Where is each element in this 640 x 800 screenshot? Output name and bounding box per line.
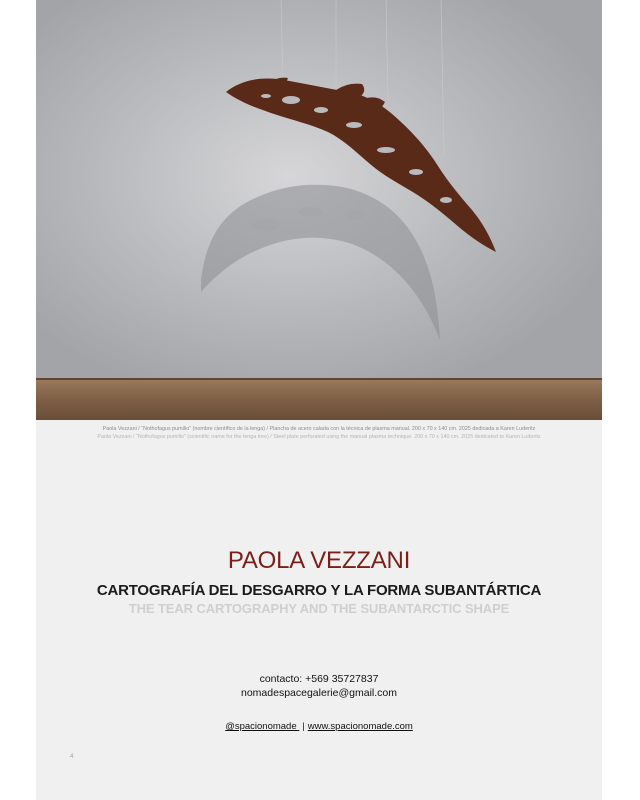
sculpture-shadow <box>201 185 440 340</box>
social-links <box>36 720 602 733</box>
page-number: 4 <box>70 754 74 760</box>
website-link[interactable]: www.spacionomade.com <box>307 721 413 732</box>
floor-edge <box>36 378 602 380</box>
artwork-photo <box>36 0 602 420</box>
sculpture-illustration <box>36 0 602 378</box>
link-separator: | <box>302 721 305 732</box>
photo-caption-spanish: Paola Vezzani / “Nothofagus pumilio” (nombre científico de la lenga) / Plancha de acero calada con la técnica de plasma manual. 200 x 70 x 140 cm. 2025 dedicada a Karen Luderitz <box>102 426 536 432</box>
artist-name: PAOLA VEZZANI <box>227 547 411 574</box>
wooden-floor <box>36 378 602 420</box>
contact-phone: contacto: +569 35727837 <box>259 673 379 685</box>
instagram-link[interactable]: @spacionomade <box>225 721 300 732</box>
catalog-page <box>36 0 602 800</box>
photo-caption-english: Paola Vezzani / “Nothofagus pumilio” (scientific name for the lenga tree) / Steel plate perforated using the manual plasma technique. 200 x 70 x 140 cm. 2025 dedicated to Karen Luderitz <box>97 434 541 440</box>
contact-email: nomadespacegalerie@gmail.com <box>241 687 397 699</box>
exhibition-title-english: THE TEAR CARTOGRAPHY AND THE SUBANTARCTIC SHAPE <box>128 601 510 616</box>
exhibition-title-spanish: CARTOGRAFÍA DEL DESGARRO Y LA FORMA SUBANTÁRTICA <box>96 582 542 599</box>
